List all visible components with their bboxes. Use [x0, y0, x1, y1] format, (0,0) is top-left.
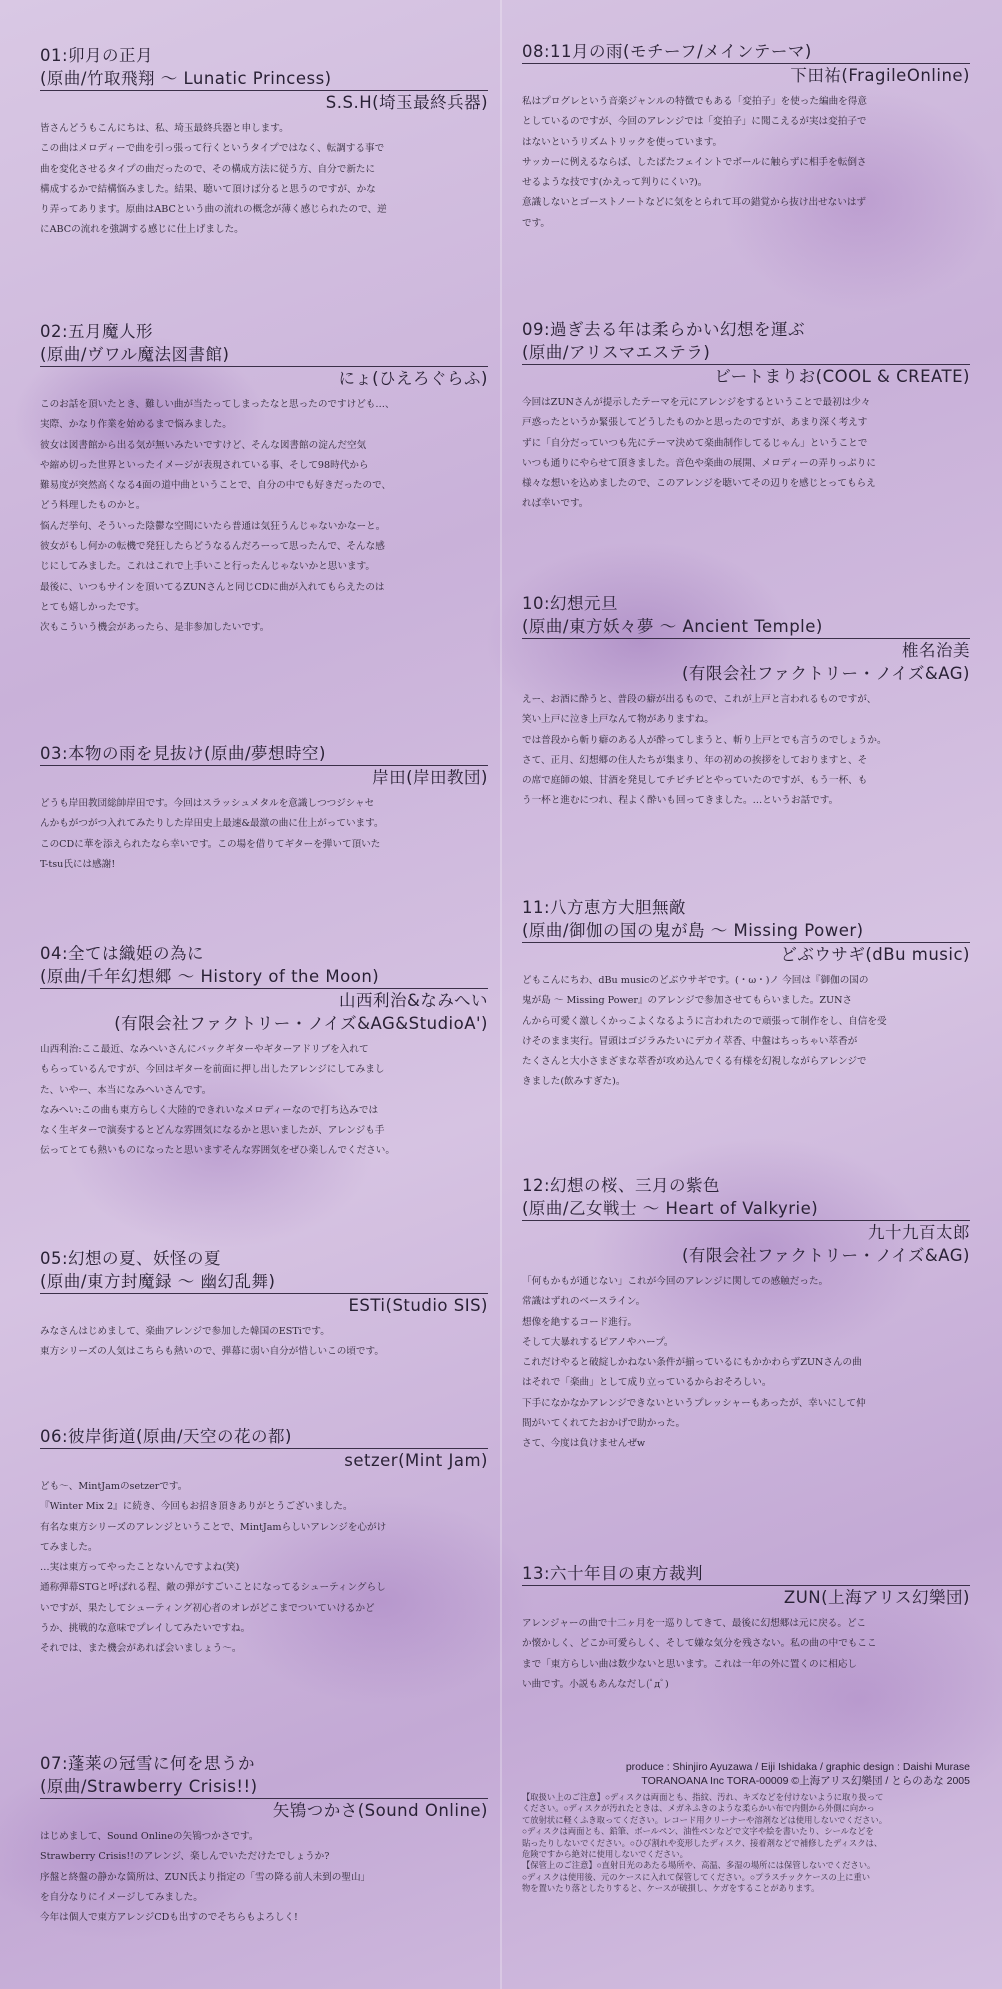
track-11	[522, 896, 970, 1093]
track-body	[40, 395, 488, 639]
track-02	[40, 320, 488, 639]
body-line: 最後に、いつもサインを頂いてるZUNさんと同じCDに曲が入れてもらえたのは	[40, 581, 385, 593]
track-body	[522, 393, 970, 515]
track-arranger: 山西利治&なみへい	[338, 991, 488, 1010]
note-line: ○ディスクは使用後、元のケースに入れて保管してください。○プラスチックケースの上に重い	[522, 1871, 871, 1882]
body-line: り弄ってあります。原曲はABCという曲の流れの概念が薄く感じられたので、逆	[40, 204, 387, 216]
body-line: さて、正月、幻想郷の住人たちが集まり、年の初めの挨拶をしておりますと、そ	[522, 754, 868, 766]
body-line: 悩んだ挙句、そういった陰鬱な空間にいたら普通は気狂うんじゃないかなーと。	[40, 520, 386, 532]
track-arranger: どぶウサギ(dBu music)	[780, 945, 970, 964]
body-line: 山西利治:ここ最近、なみへいさんにバックギターやギターアドリブを入れて	[40, 1044, 369, 1055]
body-line: まで「東方らしい曲は数少ないと思います。これは一年の外に置くのに相応し	[522, 1658, 858, 1670]
track-arranger: にょ(ひえろぐらふ)	[338, 369, 488, 388]
track-arranger: 椎名治美	[902, 641, 970, 660]
track-heading: 10:幻想元旦	[522, 594, 619, 613]
body-line: んから可愛く激しくかっこよくなるように言われたので頑張って制作をし、自信を受	[522, 1015, 887, 1027]
body-line: みなさんはじめまして、楽曲アレンジで参加した韓国のESTiです。	[40, 1326, 330, 1337]
track-arranger: 岸田(岸田教団)	[372, 768, 488, 787]
track-arranger: S.S.H(埼玉最終兵器)	[325, 93, 488, 112]
track-03	[40, 742, 488, 875]
track-heading: 01:卯月の正月	[40, 46, 154, 65]
track-arranger: setzer(Mint Jam)	[344, 1451, 488, 1470]
body-line: 難易度が突然高くなる4面の道中曲ということで、自分の中でも好きだったので、	[40, 480, 392, 492]
body-line: それでは、また機会があれば会いましょう～。	[40, 1643, 242, 1655]
body-line: た、いやー、本当になみへいさんです。	[40, 1084, 212, 1096]
body-line: はそれで「楽曲」として成り立っているからおそろしい。	[522, 1377, 772, 1389]
body-line: い曲です。小説もあんなだし(ﾟдﾟ)	[522, 1678, 669, 1690]
body-line: や縮め切った世界といったイメージが表現されている事、そして98時代から	[40, 459, 369, 471]
track-arranger: 九十九百太郎	[868, 1223, 970, 1242]
body-line: なく生ギターで演奏するとどんな雰囲気になるかと思いましたが、アレンジも手	[40, 1125, 385, 1137]
body-line: 鬼が島 ～ Missing Power』のアレンジで参加させてもらいました。ZUNさ	[522, 995, 853, 1007]
body-line: どもこんにちわ、dBu musicのどぶウサギです。(・ω・)ノ 今回は『御伽の国の	[522, 975, 869, 986]
body-line: サッカーに例えるならば、したばたフェイントでボールに触らずに相手を転倒さ	[522, 156, 867, 168]
track-original: (原曲/御伽の国の鬼が島 ～ Missing Power)	[522, 919, 970, 943]
track-body	[40, 1827, 488, 1928]
body-line: 間がいてくれてたおかげで助かった。	[522, 1418, 686, 1430]
fold-line	[500, 0, 502, 1989]
body-line: れば幸いです。	[522, 498, 589, 510]
track-heading: 07:蓬莱の冠雪に何を思うか	[40, 1754, 256, 1773]
note-line: て放射状に軽くふき取ってください。レコード用クリーナーや溶剤などは使用しないでください。	[522, 1814, 888, 1825]
body-line: Strawberry Crisis!!のアレンジ、楽しんでいただけたでしょうか?	[40, 1851, 330, 1863]
note-line: 【取扱い上のご注意】○ディスクは両面とも、指紋、汚れ、キズなどを付けないように取り扱って	[522, 1792, 884, 1802]
track-heading: 08:11月の雨(モチーフ/メインテーマ)	[522, 40, 970, 64]
track-body	[522, 971, 970, 1093]
body-line: 常識はずれのベースライン。	[522, 1296, 646, 1308]
body-line: このCDに華を添えられたなら幸いです。この場を借りてギターを弾いて頂いた	[40, 838, 381, 850]
track-05	[40, 1247, 488, 1363]
body-line: いつも通りにやらせて頂きました。音色や楽曲の展開、メロディーの弄りっぷりに	[522, 457, 876, 469]
track-body	[40, 1322, 488, 1363]
track-body	[522, 1272, 970, 1455]
track-heading: 13:六十年目の東方裁判	[522, 1562, 970, 1586]
note-line: 貼ったりしないでください。○ひび割れや変形したディスク、接着剤などで補修したディスクは、	[522, 1837, 883, 1848]
body-line: の席で庭師の娘、甘酒を発見してチビチビとやっていたのですが、もう一杯、も	[522, 775, 868, 787]
body-line: 『Winter Mix 2』に続き、今回もお招き頂きありがとうございました。	[40, 1501, 353, 1513]
track-arranger: ESTi(Studio SIS)	[348, 1296, 488, 1315]
body-line: たくさんと大小さまざまな萃香が攻め込んでくる有様を幻視しながらアレンジで	[522, 1056, 867, 1068]
body-line: 今回はZUNさんが提示したテーマを元にアレンジをするということで最初は少々	[522, 397, 871, 408]
body-line: じにしてみました。これはこれで上手いこと行ったんじゃないかと思います。	[40, 561, 376, 573]
track-heading: 11:八方恵方大胆無敵	[522, 898, 687, 917]
body-line: 様々な想いを込めましたので、このアレンジを聴いてその辺りを感じとってもらえ	[522, 478, 876, 490]
track-09	[522, 318, 970, 515]
track-heading: 03:本物の雨を見抜け(原曲/夢想時空)	[40, 742, 488, 766]
body-line: 想像を絶するコード進行。	[522, 1316, 638, 1328]
body-line: 戸惑ったというか緊張してどうしたものかと思ったのですが、あまり深く考えす	[522, 417, 868, 429]
body-line: ずに「自分だっていつも先にテーマ決めて楽曲制作してるじゃん」ということで	[522, 437, 868, 449]
track-original: (原曲/東方妖々夢 ～ Ancient Temple)	[522, 615, 970, 639]
track-original: (原曲/ヴワル魔法図書館)	[40, 343, 488, 367]
body-line: 通称弾幕STGと呼ばれる程、敵の弾がすごいことになってるシューティングらし	[40, 1582, 386, 1594]
disc-handling-notes	[522, 1792, 970, 1895]
track-arranger: ZUN(上海アリス幻樂団)	[783, 1588, 970, 1607]
track-arranger-affiliation: (有限会社ファクトリー・ノイズ&AG&StudioA')	[114, 1014, 488, 1033]
track-original: (原曲/竹取飛翔 ～ Lunatic Princess)	[40, 67, 488, 91]
track-original: (原曲/乙女戦士 ～ Heart of Valkyrie)	[522, 1197, 970, 1221]
body-line: 次もこういう機会があったら、是非参加したいです。	[40, 622, 270, 634]
track-arranger: 矢鴇つかさ(Sound Online)	[272, 1801, 488, 1820]
body-line: アレンジャーの曲で十二ヶ月を一巡りしてきて、最後に幻想郷は元に戻る。どこ	[522, 1618, 867, 1629]
track-06	[40, 1425, 488, 1660]
track-heading: 12:幻想の桜、三月の紫色	[522, 1176, 721, 1195]
body-line: 笑い上戸に泣き上戸なんて物がありますね。	[522, 714, 714, 726]
body-line: もらっているんですが、今回はギターを前面に押し出したアレンジにしてみまし	[40, 1064, 385, 1076]
track-body	[40, 794, 488, 875]
body-line: この曲はメロディーで曲を引っ張って行くというタイプではなく、転調する事で	[40, 143, 385, 155]
track-original: (原曲/東方封魔録 ～ 幽幻乱舞)	[40, 1270, 488, 1294]
track-arranger: 下田祐(FragileOnline)	[790, 66, 970, 85]
track-arranger-affiliation: (有限会社ファクトリー・ノイズ&AG)	[681, 664, 970, 683]
body-line: 彼女は図書館から出る気が無いみたいですけど、そんな図書館の淀んだ空気	[40, 439, 367, 451]
body-line: なみへい:この曲も東方らしく大陸的できれいなメロディーなので打ち込みでは	[40, 1104, 379, 1116]
track-13	[522, 1562, 970, 1695]
body-line: どう料理したものかと。	[40, 500, 146, 512]
note-line: ○ディスクは両面とも、鉛筆、ボールペン、油性ペンなどで文字や絵を書いたり、シールなどを	[522, 1826, 874, 1837]
track-04	[40, 942, 488, 1162]
track-arranger: ビートまりお(COOL & CREATE)	[714, 367, 970, 386]
body-line: 皆さんどうもこんにちは、私、埼玉最終兵器と申します。	[40, 123, 289, 134]
body-line: 意識しないとゴーストノートなどに気をとられて耳の錯覚から抜け出せないはず	[522, 197, 867, 209]
body-line: を自分なりにイメージしてみました。	[40, 1891, 203, 1903]
body-line: としているのですが、今回のアレンジでは「変拍子」に聞こえるが実は変拍子で	[522, 116, 867, 128]
body-line: 伝ってとても熱いものになったと思いますそんな雰囲気をぜひ楽しんでください。	[40, 1145, 395, 1157]
body-line: 「何もかもが通じない」これが今回のアレンジに関しての感触だった。	[522, 1276, 829, 1287]
track-heading: 02:五月魔人形	[40, 322, 154, 341]
track-heading: 09:過ぎ去る年は柔らかい幻想を運ぶ	[522, 320, 806, 339]
body-line: 実際、かなり作業を始めるまで悩みました。	[40, 419, 232, 431]
body-line: か懐かしく、どこか可愛らしく、そして嫌な気分を残さない。私の曲の中でもここ	[522, 1638, 877, 1650]
body-line: 曲を変化させるタイプの曲だったので、その構成方法に従う方、自分で新たに	[40, 163, 376, 175]
body-line: T-tsu氏には感謝!	[40, 858, 116, 870]
track-original: (原曲/アリスマエステラ)	[522, 341, 970, 365]
body-line: 私はプログレという音楽ジャンルの特徴でもある「変拍子」を使った編曲を得意	[522, 96, 867, 107]
track-body	[40, 1477, 488, 1660]
track-body	[522, 92, 970, 234]
track-10	[522, 592, 970, 812]
body-line: 下手になかなかアレンジできないというプレッシャーもあったが、幸いにして仲	[522, 1397, 866, 1409]
body-line: これだけやると破綻しかねない条件が揃っているにもかかわらずZUNさんの曲	[522, 1357, 862, 1369]
body-line: えー、お酒に酔うと、普段の癖が出るもので、これが上戸と言われるものですが、	[522, 694, 877, 705]
body-line: せるような技です(かえって判りにくい?)。	[522, 177, 708, 189]
production-credits: produce : Shinjiro Ayuzawa / Eiji Ishidaka / graphic design : Daishi Murase	[625, 1761, 970, 1773]
body-line: …実は東方ってやったことないんですよね(笑)	[40, 1562, 240, 1574]
track-07	[40, 1752, 488, 1928]
body-line: はじめまして、Sound Onlineの矢鴇つかさです。	[40, 1831, 259, 1842]
body-line: さて、今度は負けませんぜw	[522, 1438, 646, 1450]
credits-block	[522, 1760, 970, 1895]
body-line: どうも岸田教団総帥岸田です。今回はスラッシュメタルを意識しつつジシャセ	[40, 798, 375, 809]
track-heading: 06:彼岸街道(原曲/天空の花の都)	[40, 1425, 488, 1449]
body-line: けそのまま実行。冒頭はゴジラみたいにデカイ萃香、中盤はちっちゃい萃香が	[522, 1035, 858, 1047]
body-line: んかもがつがつ入れてみたりした岸田史上最速&最激の曲に仕上がっています。	[40, 818, 384, 830]
body-line: このお話を頂いたとき、難しい曲が当たってしまったなと思ったのですけども…、	[40, 399, 395, 410]
body-line: ども～、MintJamのsetzerです。	[40, 1481, 188, 1492]
body-line: です。	[522, 217, 551, 229]
body-line: とても嬉しかったです。	[40, 601, 145, 613]
track-heading: 04:全ては織姫の為に	[40, 944, 205, 963]
body-line: はないというリズムトリックを使っています。	[522, 136, 723, 148]
note-line: 【保管上のご注意】○直射日光のあたる場所や、高温、多湿の場所には保管しないでください。	[522, 1860, 876, 1871]
body-line: 今年は個人で東方アレンジCDも出すのでそちらもよろしく!	[40, 1912, 298, 1924]
body-line: きました(飲みすぎた)。	[522, 1076, 626, 1088]
note-line: 危険ですから絶対に使用しないでください。	[522, 1849, 688, 1860]
track-original: (原曲/千年幻想郷 ～ History of the Moon)	[40, 965, 488, 989]
track-body	[40, 119, 488, 241]
body-line: 彼女がもし何かの転機で発狂したらどうなるんだろーって思ったんで、そんな感	[40, 541, 385, 553]
track-08	[522, 40, 970, 234]
track-body	[522, 690, 970, 812]
track-original: (原曲/Strawberry Crisis!!)	[40, 1775, 488, 1799]
body-line: てみました。	[40, 1541, 98, 1553]
track-body	[522, 1614, 970, 1695]
track-heading: 05:幻想の夏、妖怪の夏	[40, 1249, 222, 1268]
track-arranger-affiliation: (有限会社ファクトリー・ノイズ&AG)	[681, 1246, 970, 1265]
body-line: 東方シリーズの人気はこちらも熱いので、弾幕に弱い自分が惜しいこの頃です。	[40, 1346, 384, 1358]
note-line: ください。○ディスクが汚れたときは、メガネふきのような柔らかい布で内側から外側に向かっ	[522, 1803, 875, 1814]
body-line: 序盤と終盤の静かな箇所は、ZUN氏より指定の「雪の降る前人未到の聖山」	[40, 1871, 371, 1883]
body-line: う一杯と進むにつれ、程よく酔いも回ってきました。…というお話です。	[522, 795, 839, 807]
body-line: 構成するかで結構悩みました。結果、聴いて頂けば分ると思うのですが、かな	[40, 183, 376, 195]
track-body	[40, 1040, 488, 1162]
body-line: にABCの流れを強調する感じに仕上げました。	[40, 224, 244, 236]
body-line: 有名な東方シリーズのアレンジということで、MintJamらしいアレンジを心がけ	[40, 1521, 387, 1533]
body-line: うか、挑戦的な意味でプレイしてみたいですね。	[40, 1623, 251, 1635]
body-line: いですが、果たしてシューティング初心者のオレがどこまでついていけるかど	[40, 1602, 375, 1614]
note-line: 物を置いたり落としたりすると、ケースが破損し、ケガをすることがあります。	[522, 1883, 820, 1894]
track-01	[40, 44, 488, 241]
track-12	[522, 1174, 970, 1455]
body-line: そして大暴れするピアノやハープ。	[522, 1336, 674, 1348]
body-line: では普段から斬り癖のある人が酔ってしまうと、斬り上戸とでも言うのでしょうか。	[522, 734, 887, 746]
publisher-line: TORANOANA Inc TORA-00009 ©上海アリス幻樂団 / とらのあな 2005	[641, 1775, 970, 1787]
